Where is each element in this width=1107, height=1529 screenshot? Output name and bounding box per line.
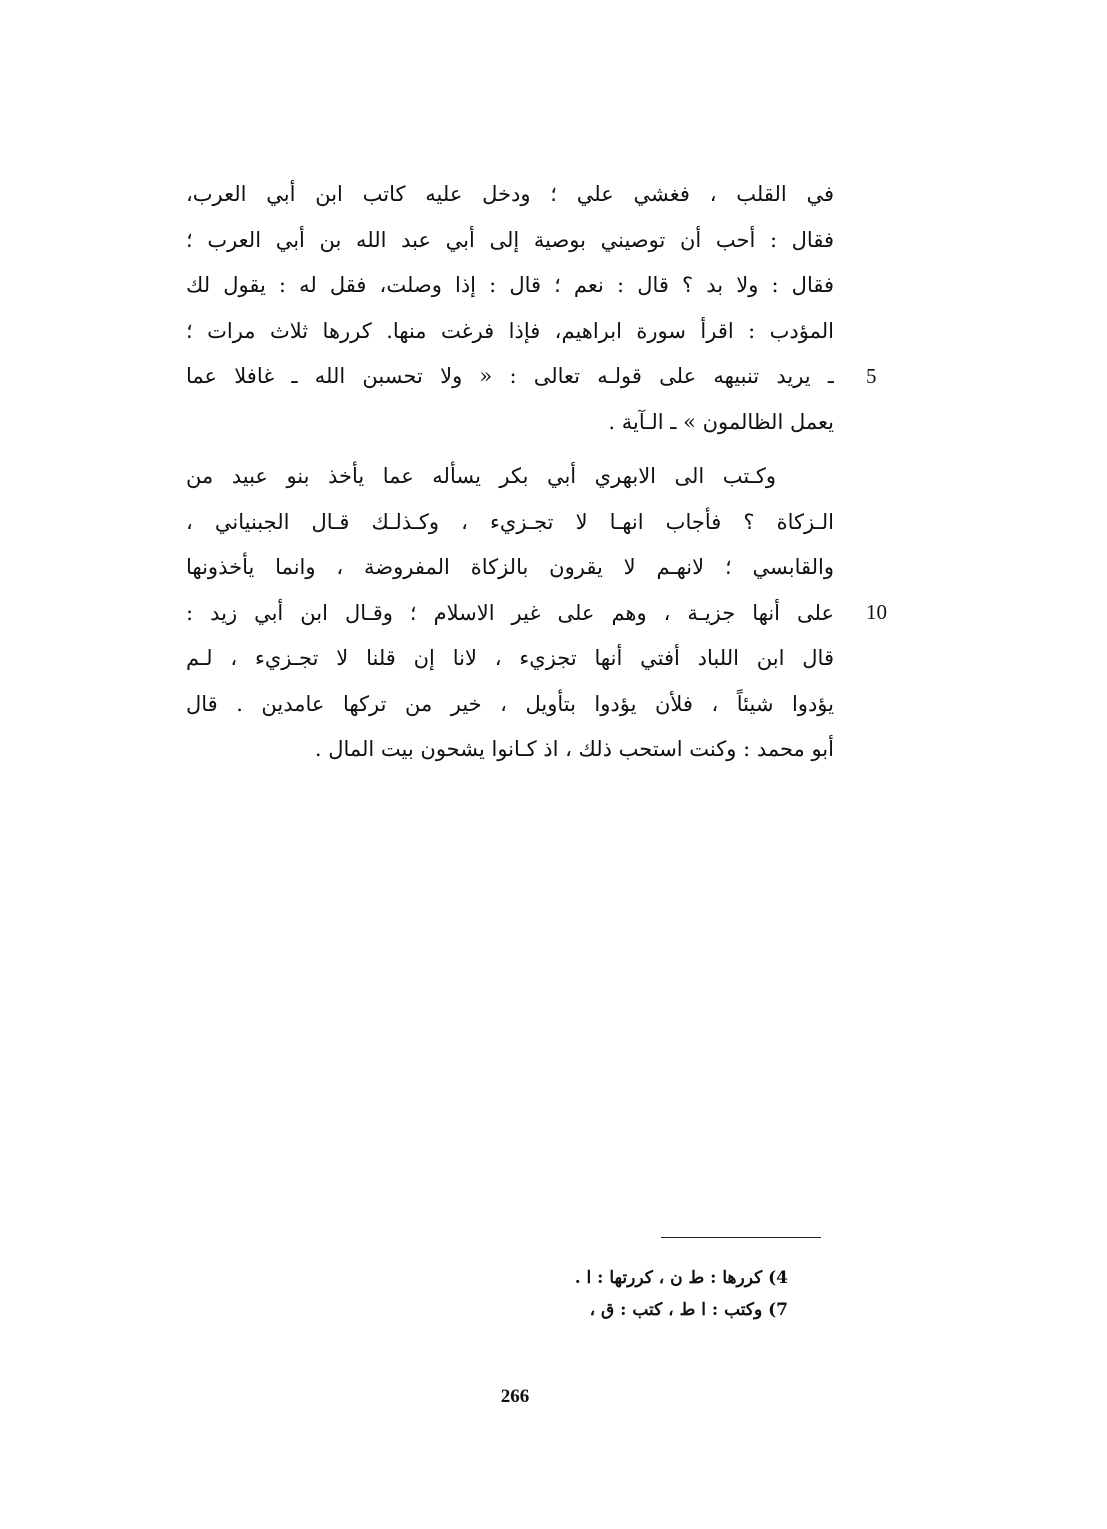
page-number: 266: [500, 1386, 530, 1407]
text-line: الـزكاة ؟ فأجاب انهـا لا تجـزيء ، وكـذلـك قـال الجبنياني ،: [186, 509, 834, 534]
line-number-10: 10: [866, 600, 887, 624]
footnotes: [400, 1262, 788, 1326]
text-line: فقال : ولا بد ؟ قال : نعم ؛ قال : إذا وصلت، فقل له : يقول لك: [186, 273, 834, 297]
footnote-4: 4) كررها : ط ن ، كررتها : ا .: [574, 1268, 788, 1288]
text-line: في القلب ، فغشي علي ؛ ودخل عليه كاتب ابن أبي العرب،: [186, 182, 834, 206]
text-line: قال ابن اللباد أفتي أنها تجزيء ، لانا إن قلنا لا تجـزيء ، لـم: [186, 646, 834, 670]
text-line: وكـتب الى الابهري أبي بكر يسأله عما يأخذ بنو عبيد من: [186, 464, 776, 488]
text-line: ـ يريد تنبيهه على قولـه تعالى : « ولا تحسبن الله ـ غافلا عما: [186, 364, 834, 388]
text-line: على أنها جزيـة ، وهم على غير الاسلام ؛ وقـال ابن أبي زيد :: [186, 600, 834, 625]
text-line: والقابسي ؛ لانهـم لا يقرون بالزكاة المفروضة ، وانما يأخذونها: [186, 555, 834, 579]
paragraph-2: [186, 454, 834, 773]
footnote-7: 7) وكتب : ا ط ، كتب : ق ،: [589, 1300, 788, 1320]
text-line: أبو محمد : وكنت استحب ذلك ، اذ كـانوا يشحون بيت المال .: [314, 737, 834, 761]
text-line: يعمل الظالمون » ـ الـآية .: [608, 409, 834, 434]
line-number-5: 5: [866, 364, 877, 388]
text-line: فقال : أحب أن توصيني بوصية إلى أبي عبد الله بن أبي العرب ؛: [186, 227, 834, 252]
text-line: المؤدب : اقرأ سورة ابراهيم، فإذا فرغت منها. كررها ثلاث مرات ؛: [186, 318, 834, 343]
text-line: يؤدوا شيئاً ، فلأن يؤدوا بتأويل ، خير من تركها عامدين . قال: [186, 691, 834, 716]
footnote-divider: [661, 1237, 821, 1238]
paragraph-1: [186, 172, 834, 445]
